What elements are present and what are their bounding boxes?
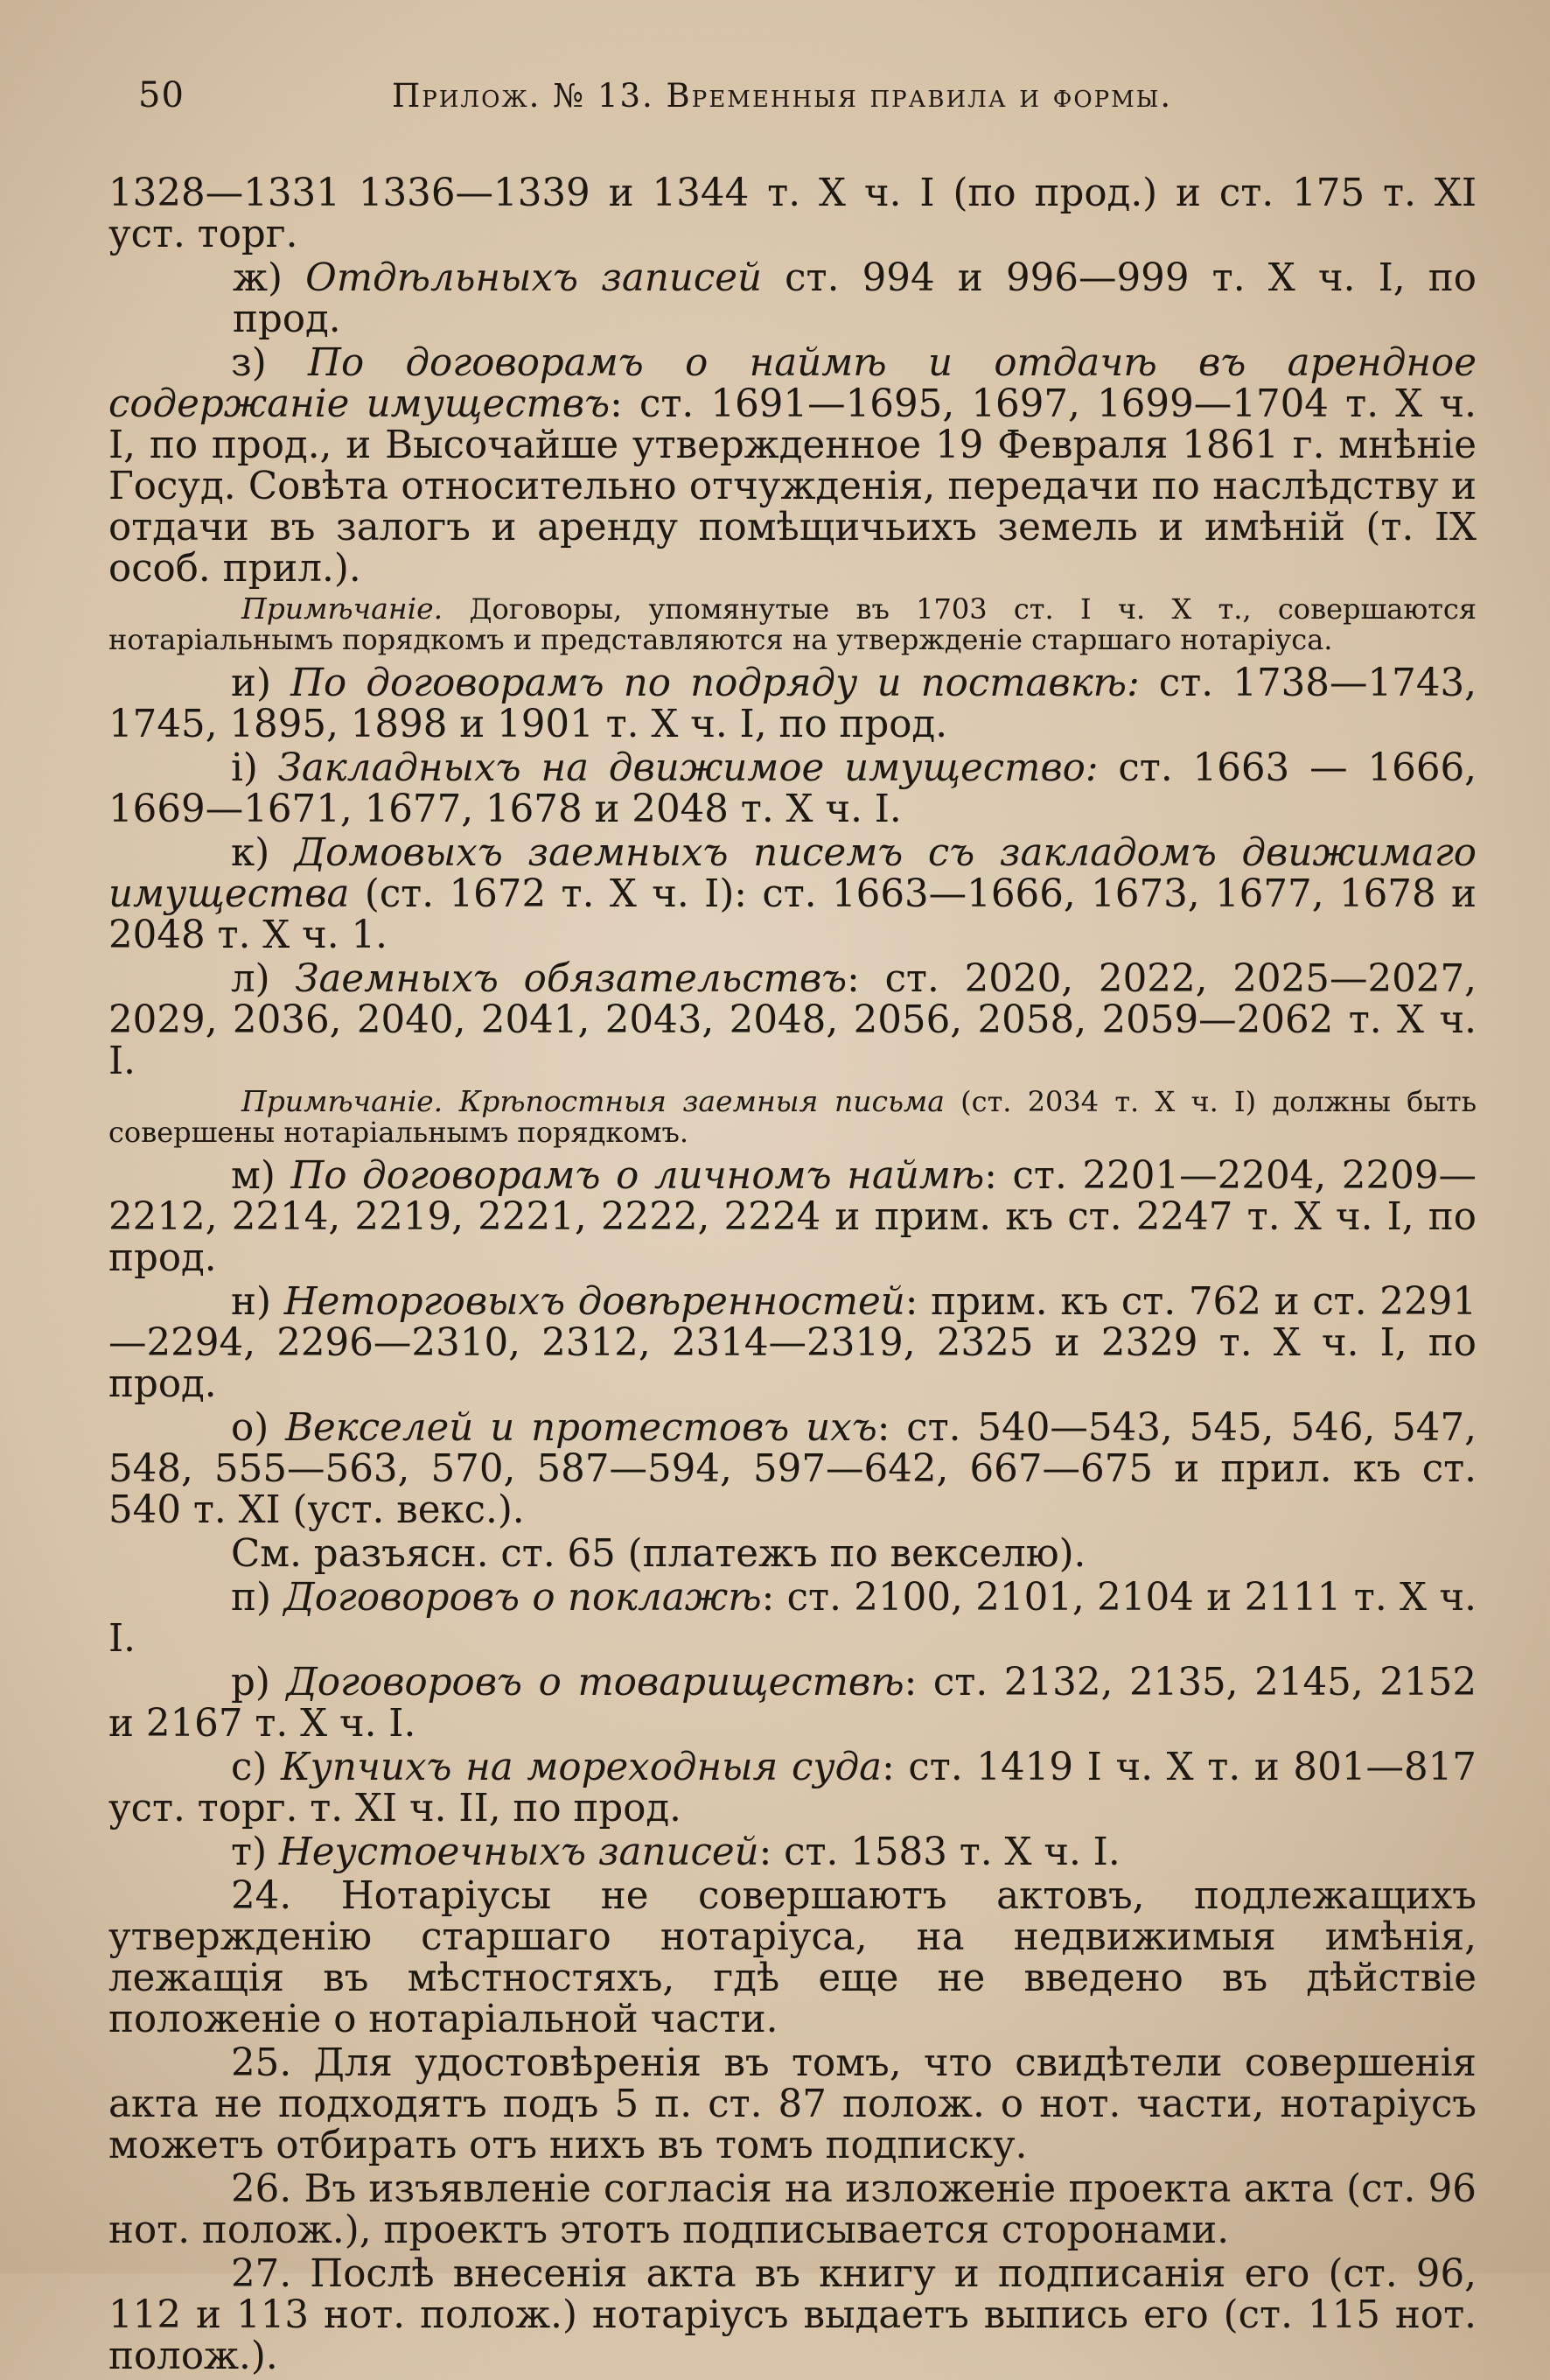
paragraph-italic-heading: Неустоечныхъ записей [278,1830,759,1874]
page-header [138,75,1477,128]
paragraph-lead: ж) [233,256,306,300]
text-paragraph [108,2254,1477,2377]
note-paragraph [108,1086,1477,1148]
paragraph-italic-heading: По договорамъ по подряду и поставкѣ: [290,662,1140,705]
paragraph-text: : ст. 1583 т. X ч. I. [758,1830,1121,1874]
paragraph-italic-heading: Векселей и протестовъ ихъ [285,1406,877,1450]
text-paragraph [108,1534,1477,1575]
note-text: Договоры, упомянутые въ 1703 ст. I ч. X т., совершаются нотаріальнымъ порядкомъ и представляются на утвержденіе старшаго нотаріуса. [108,592,1477,656]
page-number: 50 [138,75,185,116]
paragraph-lead: 25. Для удостовѣренія въ томъ, что свидѣтели совершенія акта не подходятъ подъ 5 п. ст. 87 полож. о нот. части, нотаріусъ можетъ отбирать отъ нихъ въ томъ подписку. [108,2041,1477,2167]
paragraph-lead: с) [231,1746,281,1789]
paragraph-italic-heading: Купчихъ на мореходныя суда [280,1746,883,1789]
text-paragraph [108,1282,1477,1405]
text-paragraph [108,663,1477,746]
paragraph-italic-heading: Закладныхъ на движимое имущество: [277,746,1099,790]
text-paragraph [108,959,1477,1082]
paragraph-text: ст. 1663 — 1666, 1669—1671, 1677, 1678 и 2048 т. X ч. I. [108,746,1477,831]
paragraph-text: : ст. 2201—2204, 2209—2212, 2214, 2219, 2221, 2222, 2224 и прим. къ ст. 2247 т. X ч. I, по прод. [108,1154,1477,1280]
paragraph-lead: л) [231,957,296,1001]
paragraph-text: 1328—1331 1336—1339 и 1344 т. X ч. I (по прод.) и ст. 175 т. XI уст. торг. [108,172,1477,256]
paragraph-text: : ст. 2132, 2135, 2145, 2152 и 2167 т. X ч. I. [108,1661,1477,1746]
text-paragraph [108,1876,1477,2040]
paragraph-text: : ст. 540—543, 545, 546, 547, 548, 555—563, 570, 587—594, 597—642, 667—675 и прил. къ ст. 540 т. XI (уст. векс.). [108,1406,1477,1532]
paragraph-italic-heading: Домовыхъ заемныхъ писемъ съ закладомъ движимаго имущества [108,831,1477,916]
paragraph-text: : ст. 2020, 2022, 2025—2027, 2029, 2036, 2040, 2041, 2043, 2048, 2056, 2058, 2059—2062 т. X ч. I. [108,957,1477,1083]
paragraph-italic-heading: По договорамъ о личномъ наймѣ [290,1154,985,1198]
paragraph-text: : прим. къ ст. 762 и ст. 2291—2294, 2296—2310, 2312, 2314—2319, 2325 и 2329 т. X ч. I, по прод. [108,1280,1477,1406]
paragraph-lead: м) [231,1154,291,1198]
paragraph-text: ст. 994 и 996—999 т. X ч. I, по прод. [233,256,1477,341]
text-paragraph [108,173,1477,256]
paragraph-text: : ст. 2100, 2101, 2104 и 2111 т. X ч. I. [108,1576,1477,1661]
page-body [108,173,1477,2380]
text-paragraph [108,1156,1477,1279]
note-label: Примѣчаніе. [241,592,443,626]
text-paragraph [108,1578,1477,1660]
paragraph-lead: т) [231,1830,279,1874]
paragraph-lead: з) [231,341,309,385]
paragraph-lead: і) [231,746,278,790]
paragraph-text: : ст. 1419 I ч. X т. и 801—817 уст. торг. т. XI ч. II, по прод. [108,1746,1477,1830]
paragraph-italic-heading: По договорамъ о наймѣ и отдачѣ въ арендное содержаніе имуществъ [108,341,1477,426]
paragraph-text: (ст. 1672 т. X ч. I): ст. 1663—1666, 1673, 1677, 1678 и 2048 т. X ч. 1. [108,872,1477,957]
text-paragraph [108,343,1477,590]
text-paragraph [108,1832,1477,1873]
note-paragraph [108,593,1477,655]
note-text: (ст. 2034 т. X ч. I) должны быть совершены нотаріальнымъ порядкомъ. [108,1085,1477,1149]
paragraph-italic-heading: Отдѣльныхъ записей [305,256,762,300]
paragraph-italic-heading: Заемныхъ обязательствъ [295,957,848,1001]
paragraph-lead: п) [231,1576,284,1620]
paragraph-text: ст. 1738—1743, 1745, 1895, 1898 и 1901 т. X ч. I, по прод. [108,662,1477,746]
text-paragraph [108,748,1477,830]
paragraph-lead: 27. Послѣ внесенія акта въ книгу и подписанія его (ст. 96, 112 и 113 нот. полож.) нотаріусъ выдаетъ выпись его (ст. 115 нот. полож.). [108,2252,1477,2378]
running-title: Прилож. № 13. Временныя правила и формы. [392,77,1173,115]
paragraph-text: : ст. 1691—1695, 1697, 1699—1704 т. X ч. I, по прод., и Высочайше утвержденное 19 Февраля 1861 г. мнѣніе Госуд. Совѣта относительно отчужденія, передачи по наслѣдству и отдачи въ залогъ и аренду помѣщичьихъ земель и имѣній (т. IX особ. прил.). [108,382,1477,591]
paragraph-italic-heading: Неторговыхъ довѣренностей [283,1280,905,1324]
paragraph-italic-heading: Договоровъ о товариществѣ [286,1661,904,1704]
paragraph-lead: и) [231,662,291,705]
note-label: Примѣчаніе. Крѣпостныя заемныя письма [241,1084,945,1118]
text-paragraph [108,258,1477,340]
paragraph-italic-heading: Договоровъ о поклажѣ [283,1576,762,1620]
paragraph-lead: к) [231,831,295,875]
text-paragraph [108,1408,1477,1531]
paragraph-lead: 24. Нотаріусы не совершаютъ актовъ, подлежащихъ утвержденію старшаго нотаріуса, на недвижимыя имѣнія, лежащія въ мѣстностяхъ, гдѣ еще не введено въ дѣйствіе положеніе о нотаріальной части. [108,1874,1477,2041]
paragraph-lead: н) [231,1280,284,1324]
paragraph-lead: о) [231,1406,286,1450]
paragraph-lead: р) [231,1661,287,1704]
text-paragraph [108,833,1477,956]
text-paragraph [108,1747,1477,1830]
paragraph-lead: См. разъясн. ст. 65 (платежъ по векселю). [231,1532,1086,1576]
text-paragraph [108,1662,1477,1745]
text-paragraph [108,2169,1477,2251]
text-paragraph [108,2043,1477,2166]
paragraph-lead: 26. Въ изъявленіе согласія на изложеніе проекта акта (ст. 96 нот. полож.), проектъ этотъ подписывается сторонами. [108,2167,1477,2252]
